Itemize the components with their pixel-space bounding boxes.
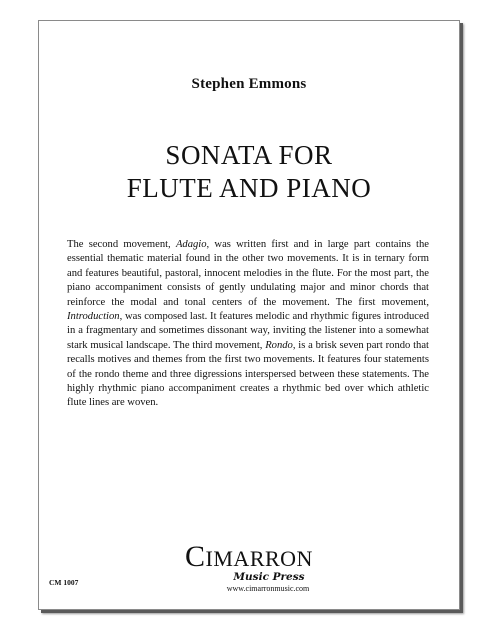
composer-name: Stephen Emmons — [191, 76, 307, 92]
catalog-number: CM 1007 — [49, 578, 79, 587]
score-cover-page — [38, 20, 460, 610]
publisher-website: www.cimarronmusic.com — [226, 584, 310, 593]
work-title — [39, 139, 459, 205]
movement-name-introduction: Introduction — [67, 311, 120, 323]
description-part-3: , was composed last. It features melodic and rhythmic figures introduced in a fragmentary and sometimes dissonant way, inviting the listener into a somewhat stark musical landscape. The third movement, — [67, 311, 429, 351]
movement-name-adagio: Adagio — [175, 239, 207, 250]
publisher-initial: C — [185, 540, 206, 573]
publisher-logo — [39, 540, 459, 594]
publisher-subtitle: Music Press — [233, 571, 305, 583]
title-line-1: SONATA FOR — [165, 140, 333, 170]
movement-name-rondo: Rondo — [265, 339, 293, 351]
description-part-1: The second movement, — [67, 239, 176, 250]
description-part-4: , is a brisk seven part rondo that recalls motives and themes from the first two movements. It features four statements of the rondo theme and three digressions interspersed between these statements. The highly rhythmic piano accompaniment creates a rhythmic bed over which athletic flute lines are woven. — [67, 339, 429, 409]
title-line-2: FLUTE AND PIANO — [126, 173, 372, 203]
work-description — [67, 238, 429, 411]
publisher-name — [39, 540, 459, 573]
description-part-2: , was written first and in large part contains the essential thematic material found in the other two movements. It is in ternary form and features beautiful, pastoral, innocent melodies in the flute. For the most part, the piano accompaniment consists of gently undulating major and minor chords that reinforce the modal and tonal centers of the movement. The first movement, — [67, 239, 430, 308]
publisher-name-rest: IMARRON — [205, 546, 313, 571]
